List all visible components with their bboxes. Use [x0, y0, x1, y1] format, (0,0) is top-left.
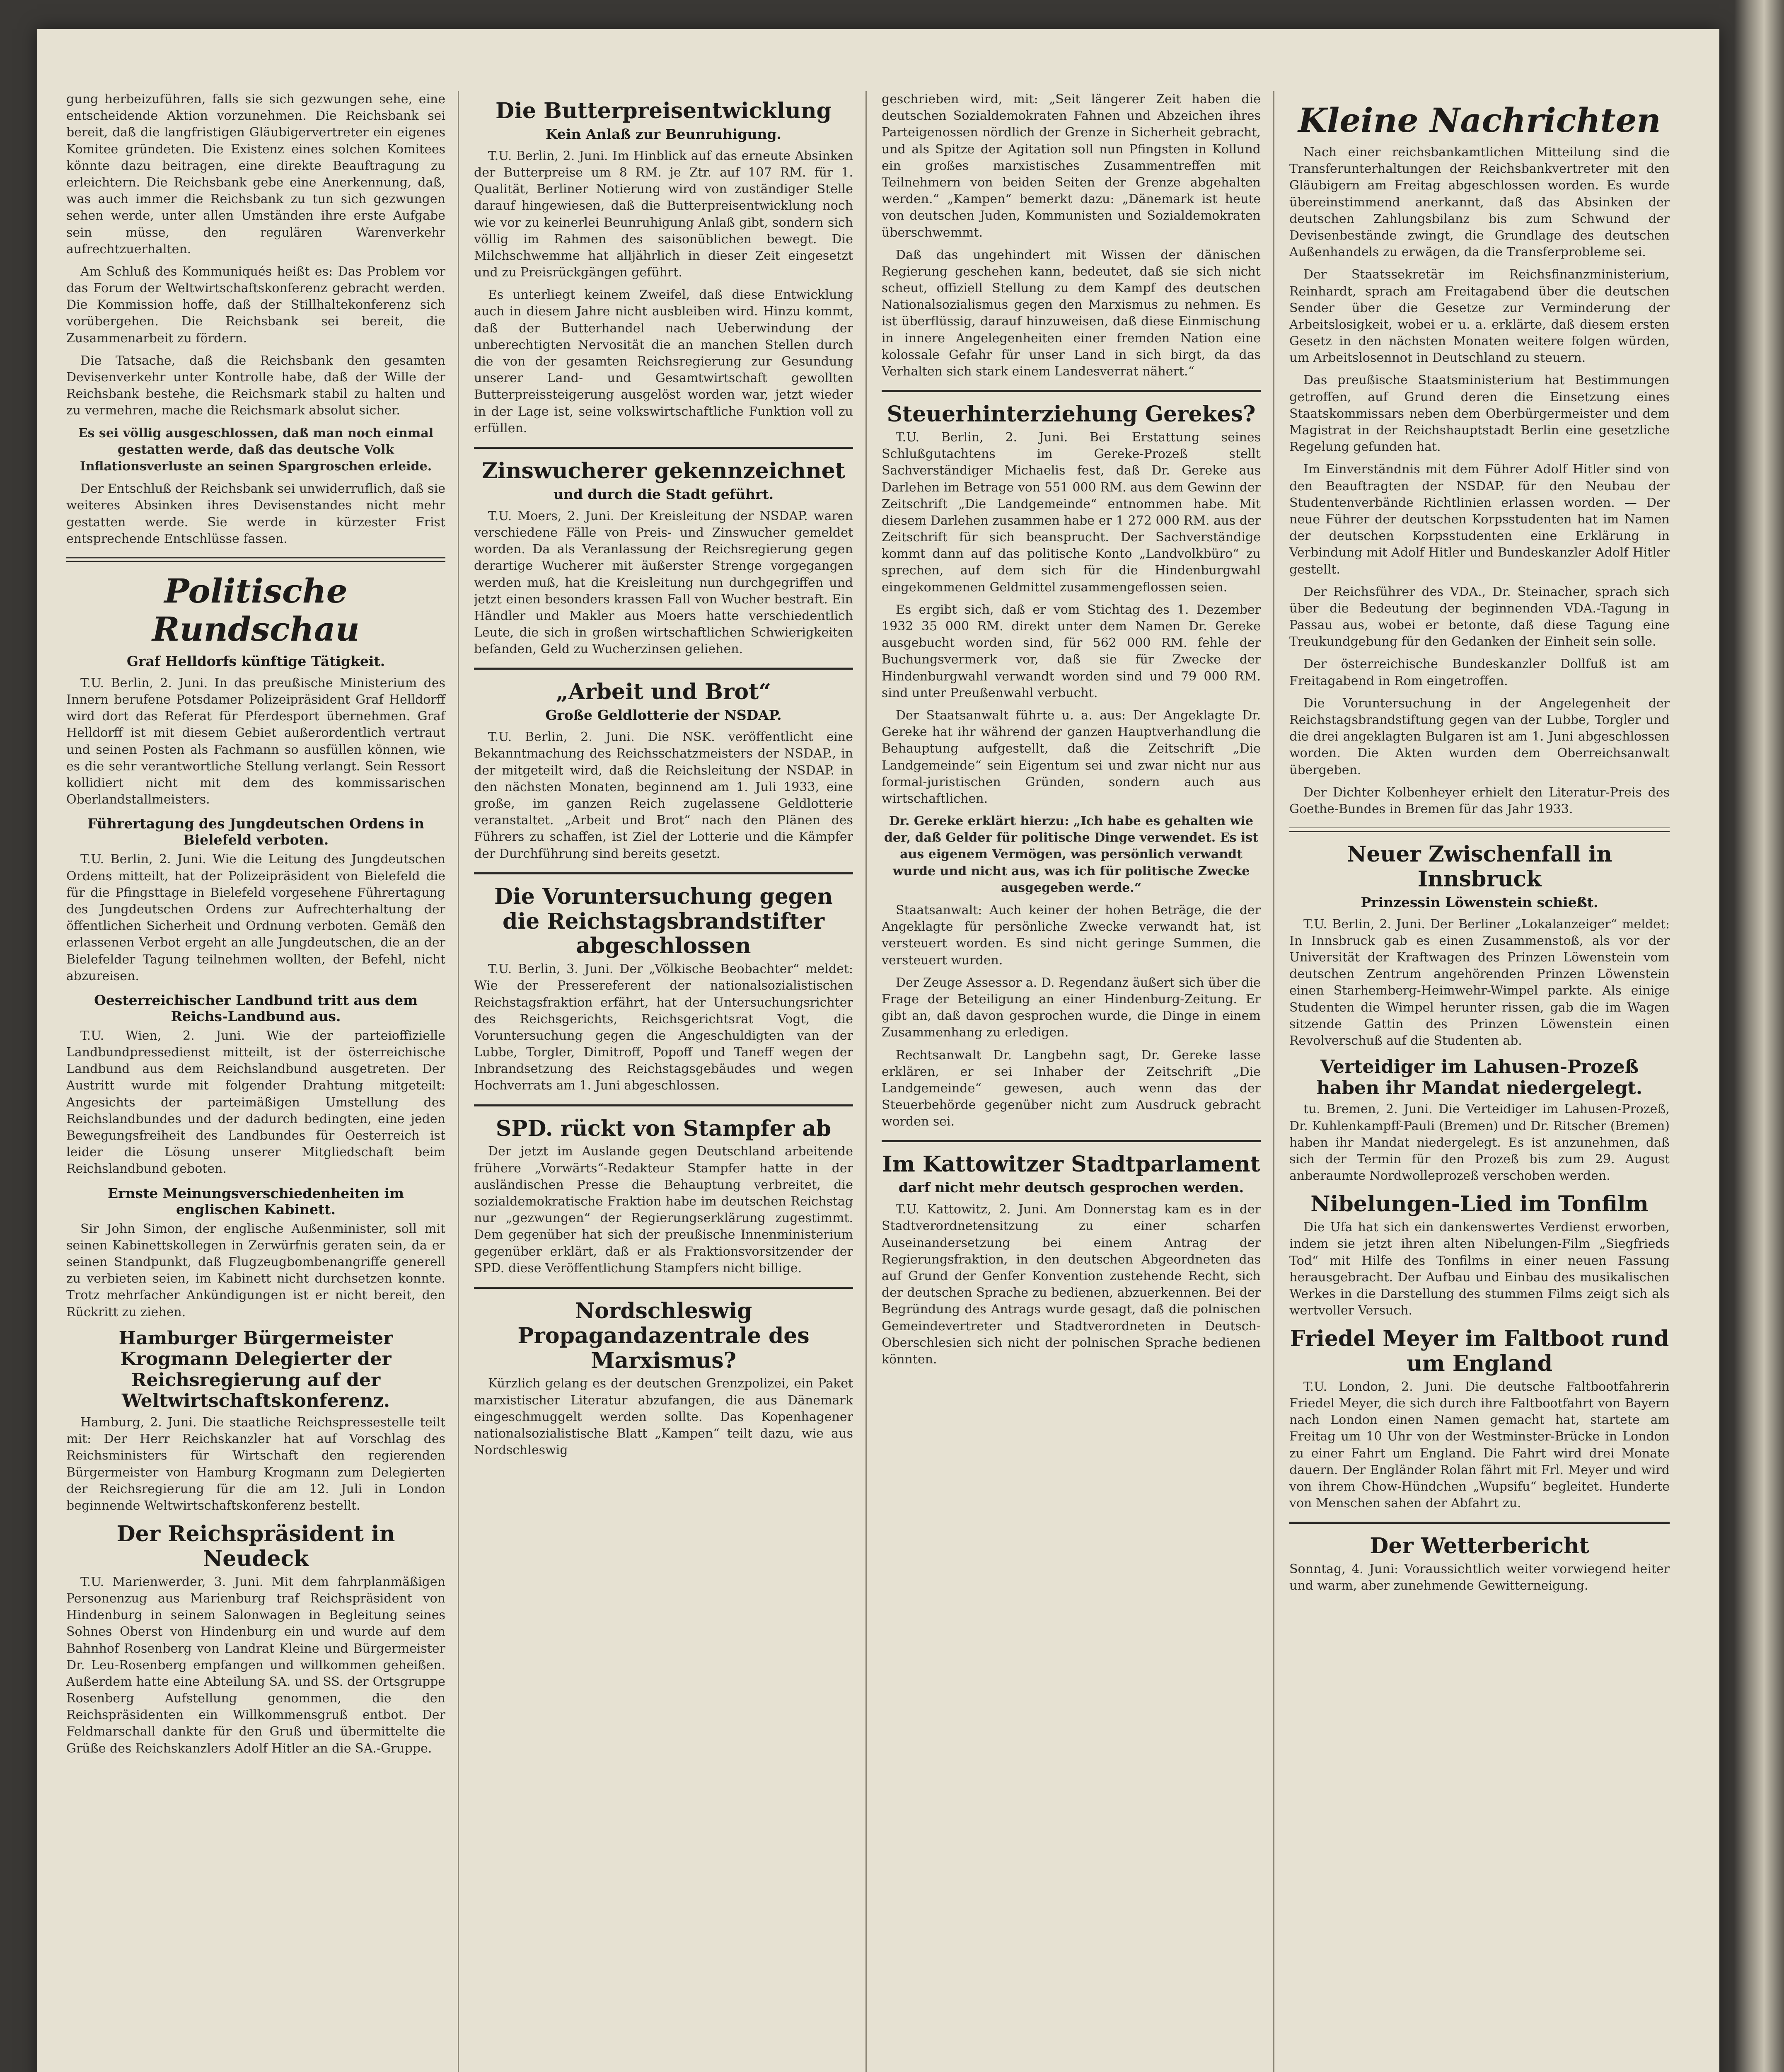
article-text: Staatsanwalt: Auch keiner der hohen Beträge, die der Angeklagte für persönliche Zwecke verwandt hat, ist versteuert worden. Es sind nicht geringe Summen, die versteuert wurden.: [882, 903, 1261, 968]
article-divider: [882, 1140, 1261, 1142]
article-text: Der jetzt im Auslande gegen Deutschland arbeitende frühere „Vorwärts“-Redakteur Stampfer hatte in der ausländischen Presse die Behauptung verbreitet, die sozialdemokratische Fraktion habe im deutschen Reichstag nur „gezwungen“ der Regierungserklärung zugestimmt. Dem gegenüber hat sich der preußische Innenministerium gegenüber erklärt, daß er als Fraktionsvorsitzender der SPD. diese Veröffentlichung Stampfers nicht billige.: [474, 1144, 853, 1276]
article-text: Sonntag, 4. Juni: Voraussichtlich weiter vorwiegend heiter und warm, aber zunehmende Gewitterneigung.: [1289, 1562, 1670, 1593]
article-headline: Steuerhinterziehung Gerekes?: [887, 402, 1256, 427]
article-text: Die Ufa hat sich ein dankenswertes Verdienst erworben, indem sie jetzt ihren alten Nibelungen-Film „Siegfrieds Tod“ mit Hilfe des Tonfilms in einer neuen Fassung herausgebracht. Der Aufbau und Einbau des musikalischen Werkes in die Darstellung des stummen Films zeigt sich als wertvoller Versuch.: [1289, 1220, 1670, 1318]
article-headline: Die Butterpreisentwicklung: [495, 98, 832, 123]
column-1: [66, 91, 459, 2072]
article-text: Daß das ungehindert mit Wissen der dänischen Regierung geschehen kann, bedeutet, daß sie sich nicht scheut, offiziell Stellung zu dem Kampf des deutschen Nationalsozialismus gegen den Marxismus zu nehmen. Es ist überflüssig, darauf hinzuweisen, daß diese Einmischung in innere Angelegenheiten einer fremden Nation eine kolossale Gefahr für unser Land in sich birgt, da das Verhalten sich stark einem Landesverrat nähert.“: [882, 247, 1261, 379]
article-text: Hamburg, 2. Juni. Die staatliche Reichspressestelle teilt mit: Der Herr Reichskanzler hat auf Vorschlag des Reichsministers für Wirtschaft den regierenden Bürgermeister von Hamburg Krogmann zum Delegierten der Reichsregierung für die am 12. Juli in London beginnende Weltwirtschaftskonferenz bestellt.: [66, 1415, 445, 1513]
article-text: Der Reichsführer des VDA., Dr. Steinacher, sprach sich über die Bedeutung der beginnenden VDA.-Tagung in Passau aus, wobei er betonte, daß diese Tagung eine Treukundgebung für den Gedanken der Einheit sein solle.: [1289, 584, 1670, 649]
article-headline: Friedel Meyer im Faltboot rund um England: [1290, 1326, 1669, 1377]
article-headline: Der Wetterbericht: [1370, 1533, 1589, 1559]
article-headline: Hamburger Bürgermeister Krogmann Delegierter der Reichsregierung auf der Weltwirtschaftskonferenz.: [118, 1327, 393, 1412]
article-text: T.U. Berlin, 2. Juni. Im Hinblick auf das erneute Absinken der Butterpreise um 8 RM. je Ztr. auf 107 RM. für 1. Qualität, Berliner Notierung wird von zuständiger Stelle darauf hingewiesen, daß die Butterpreisentwicklung noch wie vor zu keinerlei Beunruhigung Anlaß gibt, sondern sich völlig im Rahmen des saisonüblichen bewegt. Die Milchschwemme hat alljährlich in dieser Zeit eingesetzt und zu Preisrückgängen geführt.: [474, 148, 853, 280]
article-text: Die Voruntersuchung in der Angelegenheit der Reichstagsbrandstiftung gegen van der Lubbe, Torgler und die drei angeklagten Bulgaren ist am 1. Juni abgeschlossen worden. Die Akten wurden dem Oberreichsanwalt übergeben.: [1289, 696, 1670, 777]
article-bold-statement: Es sei völlig ausgeschlossen, daß man noch einmal gestatten werde, daß das deutsche Volk Inflationsverluste an seinen Spargroschen erleide.: [78, 426, 434, 474]
column-3: [882, 91, 1274, 2072]
column-4: [1289, 91, 1682, 2072]
article-text: Der österreichische Bundeskanzler Dollfuß ist am Freitagabend in Rom eingetroffen.: [1289, 657, 1670, 688]
article-headline: „Arbeit und Brot“: [556, 679, 771, 705]
article-text: T.U. Berlin, 2. Juni. In das preußische Ministerium des Innern berufene Potsdamer Polizeipräsident Graf Helldorff wird dort das Referat für Pferdesport übernehmen. Graf Helldorff ist mit diesem Gebiet außerordentlich vertraut und seinen Posten als Fachmann so ausfüllen können, wie es die sehr verantwortliche Stellung verlangt. Sein Ressort kollidiert nicht mit dem des kommissarischen Oberlandstallmeisters.: [66, 675, 445, 807]
article-text: gung herbeizuführen, falls sie sich gezwungen sehe, eine entscheidende Aktion vorzunehmen. Die Reichsbank sei bereit, daß die langfristigen Gläubigervertreter ein eigenes Komitee gründeten. Die Existenz eines solchen Komitees könnte dazu beitragen, eine direkte Beauftragung zu erleichtern. Die Reichsbank gebe eine Anerkennung, daß, was auch immer die Reichsbank zu tun sich gezwungen sehen werde, unter allen Umständen ihre erste Aufgabe sein müsse, den regulären Warenverkehr aufrechtzuerhalten.: [66, 92, 445, 257]
article-headline: Nibelungen-Lied im Tonfilm: [1310, 1191, 1649, 1217]
article-text: Der Staatsanwalt führte u. a. aus: Der Angeklagte Dr. Gereke hat ihr während der ganzen Hauptverhandlung die Behauptung aufgestellt, daß die Zeitschrift „Die Landgemeinde“ sein Eigentum sei und zwar nicht nur aus formal-juristischen Gründen, sondern auch aus wirtschaftlichen.: [882, 708, 1261, 806]
article-text: T.U. Wien, 2. Juni. Wie der parteioffizielle Landbundpressedienst mitteilt, ist der österreichische Landbund aus dem Reichslandbund ausgetreten. Der Austritt wurde mit folgender Drahtung mitgeteilt: Angesichts der parteimäßigen Umstellung des Reichslandbundes und der dadurch bedingten, eine jeden Bewegungsfreiheit des Landbundes für Oesterreich ist leider die Lösung unserer Mitgliedschaft beim Reichslandbund geboten.: [66, 1028, 445, 1176]
article-subheadline: darf nicht mehr deutsch gesprochen werden.: [898, 1179, 1244, 1196]
section-title: Kleine Nachrichten: [1298, 101, 1661, 140]
article-headline: SPD. rückt von Stampfer ab: [496, 1116, 832, 1141]
article-divider: [474, 447, 853, 449]
article-text: T.U. Berlin, 2. Juni. Bei Erstattung seines Schlußgutachtens im Gereke-Prozeß stellt Sachverständiger Michaelis fest, daß Dr. Gereke aus Darlehen im Betrage von 551 000 RM. aus dem Gewinn der Zeitschrift „Die Landgemeinde“ entnommen habe. Mit diesem Darlehen zusammen habe er 1 272 000 RM. aus der Zeitschrift für sich beansprucht. Der Sachverständige kommt dann auf das politische Konto „Landvolkbüro“ zu sprechen, auf dem sich für die Hindenburgwahl eingekommenen Geldmittel zusammengeflossen seien.: [882, 430, 1261, 595]
article-text: T.U. Marienwerder, 3. Juni. Mit dem fahrplanmäßigen Personenzug aus Marienburg traf Reichspräsident von Hindenburg in seinem Salonwagen in Begleitung seines Sohnes Oberst von Hindenburg ein und wurde auf dem Bahnhof Rosenberg von Landrat Kleine und Bürgermeister Dr. Leu-Rosenberg empfangen und willkommen geheißen. Außerdem hatte eine Abteilung SA. und SS. der Ortsgruppe Rosenberg Aufstellung genommen, die den Reichspräsidenten ein Willkommensgruß entbot. Der Feldmarschall dankte für den Gruß und übermittelte die Grüße des Reichskanzlers Adolf Hitler an die SA.-Gruppe.: [66, 1574, 445, 1756]
article-subheadline: Prinzessin Löwenstein schießt.: [1361, 894, 1598, 910]
article-divider: [474, 1287, 853, 1289]
article-headline: Die Voruntersuchung gegen die Reichstagsbrandstifter abgeschlossen: [494, 884, 833, 959]
section-divider: [1289, 828, 1670, 832]
article-text: T.U. Berlin, 2. Juni. Der Berliner „Lokalanzeiger“ meldet: In Innsbruck gab es einen Zusammenstoß, als vor der Universität der Kraftwagen des Prinzen Löwenstein vom deutschen Zentrum angehörenden Prinzen Löwenstein einen Starhemberg-Heimwehr-Wimpel parkte. Als einige Studenten die Wimpel herunter rissen, gab die im Wagen sitzende Gattin des Prinzen Löwenstein einen Revolverschuß auf die Studenten ab.: [1289, 917, 1670, 1048]
section-title: Politische Rundschau: [152, 571, 360, 649]
article-text: Es unterliegt keinem Zweifel, daß diese Entwicklung auch in diesem Jahre nicht ausbleiben wird. Hinzu kommt, daß der Butterhandel nach Ueberwindung der unberechtigten Nervosität die an manchen Stellen durch die von der gesamten Reichsregierung zur Gesundung unserer Land- und Gesamtwirtschaft gewollten Butterpreissteigerung ausgelöst worden war, jetzt wieder in der Lage ist, seine volkswirtschaftliche Funktion voll zu erfüllen.: [474, 288, 853, 436]
article-headline: Nordschleswig Propagandazentrale des Marxismus?: [517, 1298, 810, 1373]
article-headline: Ernste Meinungsverschiedenheiten im englischen Kabinett.: [107, 1185, 404, 1218]
article-headline: Graf Helldorfs künftige Tätigkeit.: [126, 653, 385, 669]
article-subheadline: Große Geldlotterie der NSDAP.: [545, 707, 782, 724]
article-divider: [1289, 1522, 1670, 1524]
article-text: tu. Bremen, 2. Juni. Die Verteidiger im Lahusen-Prozeß, Dr. Kuhlenkampff-Pauli (Bremen) und Dr. Ritscher (Bremen) haben ihr Mandat niedergelegt. Es ist anzunehmen, daß sich der Termin für den Prozeß bis zum 29. August anberaumte Nordwolleprozeß verschoben werden.: [1289, 1102, 1670, 1184]
article-headline: Der Reichspräsident in Neudeck: [116, 1521, 395, 1571]
article-text: Kürzlich gelang es der deutschen Grenzpolizei, ein Paket marxistischer Literatur abzufangen, die aus Dänemark eingeschmuggelt werden sollte. Das Kopenhagener nationalsozialistische Blatt „Kampen“ teilt dazu, wie aus Nordschleswig: [474, 1376, 853, 1458]
newspaper-columns: [66, 91, 1682, 2072]
article-subheadline: Kein Anlaß zur Beunruhigung.: [545, 126, 782, 142]
article-text: Im Einverständnis mit dem Führer Adolf Hitler sind von den Beauftragten der NSDAP. für den Neubau der Studentenverbände Richtlinien erlassen worden. — Der neue Führer der deutschen Korpsstudenten hat im Namen der deutschen Korpsstudenten eine Erklärung in Verbindung mit Adolf Hitler und Bundeskanzler Adolf Hitler gestellt.: [1289, 462, 1670, 577]
article-headline: Oesterreichischer Landbund tritt aus dem Reichs-Landbund aus.: [94, 992, 418, 1024]
article-text: T.U. London, 2. Juni. Die deutsche Faltbootfahrerin Friedel Meyer, die sich durch ihre Faltbootfahrt von Bayern nach London einen Namen gemacht hat, startete am Freitag um 10 Uhr von der Westminster-Brücke in London zu einer Fahrt um England. Die Fahrt wird drei Monate dauern. Der Engländer Rolan fährt mit Frl. Meyer und wird von ihrem Chow-Hündchen „Wupsifu“ begleitet. Hunderte von Menschen sahen der Abfahrt zu.: [1289, 1379, 1670, 1511]
article-text: T.U. Kattowitz, 2. Juni. Am Donnerstag kam es in der Stadtverordnetensitzung zu einer scharfen Auseinandersetzung bei einem Antrag der Regierungsfraktion, in den deutschen Abgeordneten das auf Grund der Genfer Konvention zustehende Recht, sich der deutschen Sprache zu bedienen, abzuerkennen. Bei der Begründung des Antrags wurde gesagt, daß die polnischen Gemeindevertreter und Stadtverordneten in Deutsch-Oberschlesien sich nicht der polnischen Sprache bedienen könnten.: [882, 1202, 1261, 1367]
article-text: Der Staatssekretär im Reichsfinanzministerium, Reinhardt, sprach am Freitagabend über die deutschen Sender über die Gesetze zur Verminderung der Arbeitslosigkeit, wobei er u. a. erklärte, daß diesem ersten Gesetz in den nächsten Monaten weitere folgen würden, um Arbeitslosennot in Deutschland zu steuern.: [1289, 267, 1670, 366]
article-divider: [474, 872, 853, 874]
article-divider: [882, 390, 1261, 392]
book-edge: [1734, 0, 1784, 2072]
article-text: T.U. Berlin, 2. Juni. Wie die Leitung des Jungdeutschen Ordens mitteilt, hat der Polizeipräsident von Bielefeld die für die Pfingsttage in Bielefeld vorgesehene Führertagung des Jungdeutschen Ordens zur Aufrechterhaltung der öffentlichen Sicherheit und Ordnung verboten. Gemäß den erlassenen Verbot ergeht an alle Jungdeutschen, die an der Bielefelder Tagung teilnehmen wollten, der Befehl, nicht abzureisen.: [66, 852, 445, 983]
article-text: Nach einer reichsbankamtlichen Mitteilung sind die Transferunterhaltungen der Reichsbankvertreter mit den Gläubigern am Freitag abgeschlossen worden. Es wurde übereinstimmend anerkannt, daß das Absinken der deutschen Zahlungsbilanz bis zum Schwund der Devisenbestände zwingt, die Grundlage des deutschen Außenhandels zu erwägen, da die Transferprobleme sei.: [1289, 145, 1670, 260]
article-text: Der Entschluß der Reichsbank sei unwiderruflich, daß sie weiteres Absinken ihres Devisenstandes nicht mehr gestatten werde. Sie werde in kürzester Frist entsprechende Entschlüsse fassen.: [66, 482, 445, 546]
article-divider: [474, 668, 853, 670]
newspaper-page: [37, 29, 1719, 2072]
section-divider: [66, 557, 445, 562]
article-bold-statement: Dr. Gereke erklärt hierzu: „Ich habe es gehalten wie der, daß Gelder für politische Dinge verwendet. Es ist aus eigenem Vermögen, was persönlich verwandt wurde und nicht aus, was ich für politische Zwecke ausgegeben werde.“: [884, 814, 1259, 895]
article-text: T.U. Berlin, 3. Juni. Der „Völkische Beobachter“ meldet: Wie der Pressereferent der nationalsozialistischen Reichstagsfraktion erfährt, hat der Untersuchungsrichter des Reichsgerichts, Reichsgerichtsrat Vogt, die Voruntersuchung gegen die Angeschuldigten van der Lubbe, Torgler, Dimitroff, Popoff und Taneff wegen der Inbrandsetzung des Reichstagsgebäudes und wegen Hochverrats am 1. Juni abgeschlossen.: [474, 962, 853, 1093]
article-headline: Im Kattowitzer Stadtparlament: [882, 1152, 1260, 1177]
article-text: T.U. Berlin, 2. Juni. Die NSK. veröffentlicht eine Bekanntmachung des Reichsschatzmeisters der NSDAP., in der mitgeteilt wird, daß die Reichsleitung der NSDAP. in den nächsten Monaten, beginnend am 1. Juli 1933, eine große, im ganzen Reich zugelassene Geldlotterie veranstaltet. „Arbeit und Brot“ nach den Plänen des Führers zu schaffen, ist Ziel der Lotterie und die Kämpfer der Durchführung sind bereits gesetzt.: [474, 730, 853, 861]
article-headline: Zinswucherer gekennzeichnet: [482, 458, 845, 484]
article-text: geschrieben wird, mit: „Seit längerer Zeit haben die deutschen Sozialdemokraten Fahnen und Abzeichen ihres Parteigenossen nördlich der Grenze in Sicherheit gebracht, und als Spitze der Agitation soll nun Pfingsten in Kollund ein großes marxistisches Zusammentreffen mit Teilnehmern von beiden Seiten der Grenze abgehalten werden.“ „Kampen“ bemerkt dazu: „Dänemark ist heute von deutschen Juden, Kommunisten und Sozialdemokraten überschwemmt.: [882, 92, 1261, 240]
article-text: Rechtsanwalt Dr. Langbehn sagt, Dr. Gereke lasse erklären, er sei Inhaber der Zeitschrift „Die Landgemeinde“ gewesen, auch wenn das der Steuerbehörde gegenüber nicht zum Ausdruck gebracht worden sei.: [882, 1048, 1261, 1129]
article-divider: [474, 1104, 853, 1106]
column-2: [474, 91, 867, 2072]
article-text: Der Dichter Kolbenheyer erhielt den Literatur-Preis des Goethe-Bundes in Bremen für das Jahr 1933.: [1289, 785, 1670, 816]
article-text: Das preußische Staatsministerium hat Bestimmungen getroffen, auf Grund deren die Einsetzung eines Staatskommissars neben dem Oberbürgermeister und dem Magistrat in der Reichshauptstadt Berlin eine gesetzliche Regelung gefunden hat.: [1289, 373, 1670, 455]
article-text: Es ergibt sich, daß er vom Stichtag des 1. Dezember 1932 35 000 RM. direkt unter dem Namen Dr. Gereke ausgebucht worden sind, für 562 000 RM. fehle der Buchungsvermerk vor, daß sie für Zwecke der Hindenburgwahl verwandt worden sind und 79 000 RM. sind unter Preußenwahl verbucht.: [882, 602, 1261, 700]
article-text: Die Tatsache, daß die Reichsbank den gesamten Devisenverkehr unter Kontrolle habe, daß der Wille der Reichsbank bestehe, die Reichsmark stabil zu halten und zu vermehren, mache die Reichsmark absolut sicher.: [66, 353, 445, 418]
article-headline: Führertagung des Jungdeutschen Ordens in Bielefeld verboten.: [87, 816, 424, 848]
article-headline: Neuer Zwischenfall in Innsbruck: [1346, 842, 1612, 892]
article-text: Am Schluß des Kommuniqués heißt es: Das Problem vor das Forum der Weltwirtschaftskonferenz gebracht werden. Die Kommission hoffe, daß der Stillhaltekonferenz sich vorübergehen. Die Reichsbank sei bereit, die Zusammenarbeit zu fördern.: [66, 264, 445, 346]
article-text: T.U. Moers, 2. Juni. Der Kreisleitung der NSDAP. waren verschiedene Fälle von Preis- und Zinswucher gemeldet worden. Da als Veranlassung der Reichsregierung gegen derartige Wucherer mit äußerster Strenge vorgegangen werden muß, hat die Kreisleitung nun durchgegriffen und jetzt einen besonders krassen Fall von Wucher bestraft. Ein Händler und Makler aus Moers hatte verschiedentlich Leute, die sich in großen wirtschaftlichen Schwierigkeiten befanden, Geld zu Wucherzinsen geliehen.: [474, 508, 853, 657]
article-subheadline: und durch die Stadt geführt.: [553, 486, 774, 502]
article-headline: Verteidiger im Lahusen-Prozeß haben ihr Mandat niedergelegt.: [1316, 1056, 1643, 1099]
article-text: Der Zeuge Assessor a. D. Regendanz äußert sich über die Frage der Beteiligung an einer Hindenburg-Zeitung. Er gibt an, daß davon gesprochen wurde, die Dinge in einem Zusammenhang zu erledigen.: [882, 975, 1261, 1040]
article-text: Sir John Simon, der englische Außenminister, soll mit seinen Kabinettskollegen in Zerwürfnis geraten sein, da er seinen Standpunkt, daß Flugzeugbombenangriffe generell zu verbieten seien, im Kabinett nicht durchsetzen konnte. Trotz mehrfacher Ankündigungen ist er nicht bereit, den Rückritt zu ziehen.: [66, 1221, 445, 1319]
